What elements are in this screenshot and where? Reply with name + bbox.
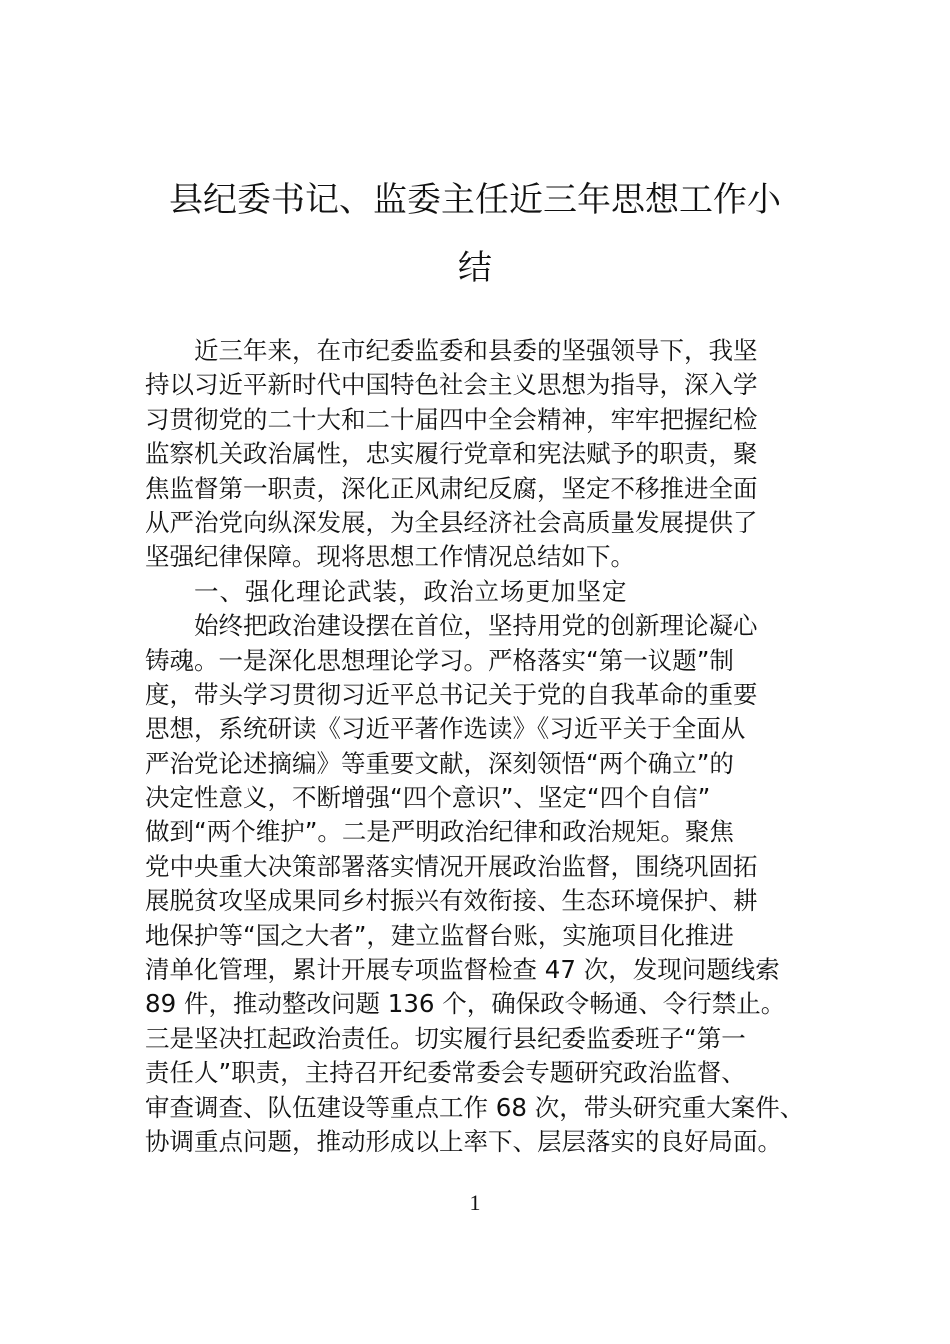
paragraph-section-1-line: 决定性意义，不断增强“四个意识”、坚定“四个自信” — [145, 783, 711, 813]
document-title — [145, 166, 805, 302]
paragraph-section-1-line: 铸魂。一是深化思想理论学习。严格落实“第一议题”制 — [145, 645, 734, 675]
paragraph-intro-line: 坚强纪律保障。现将思想工作情况总结如下。 — [145, 542, 635, 572]
paragraph-intro-line: 持以习近平新时代中国特色社会主义思想为指导，深入学 — [145, 370, 758, 400]
paragraph-intro-line: 近三年来，在市纪委监委和县委的坚强领导下，我坚 — [194, 336, 758, 365]
paragraph-intro-line: 监察机关政治属性，忠实履行党章和宪法赋予的职责，聚 — [145, 439, 758, 469]
title-line-1: 县纪委书记、监委主任近三年思想工作小 — [169, 180, 781, 220]
paragraph-intro-line: 从严治党向纵深发展，为全县经济社会高质量发展提供了 — [145, 507, 758, 537]
title-line-2: 结 — [458, 248, 492, 288]
paragraph-section-1-line: 责任人”职责，主持召开纪委常委会专题研究政治监督、 — [145, 1058, 746, 1088]
paragraph-section-1-line: 地保护等“国之大者”，建立监督台账，实施项目化推进 — [145, 920, 734, 950]
paragraph-section-1-line: 始终把政治建设摆在首位，坚持用党的创新理论凝心 — [194, 611, 758, 641]
paragraph-intro-line: 焦监督第一职责，深化正风肃纪反腐，坚定不移推进全面 — [145, 473, 758, 503]
paragraph-intro-line: 习贯彻党的二十大和二十届四中全会精神，牢牢把握纪检 — [145, 404, 758, 434]
paragraph-section-1-line: 度，带头学习贯彻习近平总书记关于党的自我革命的重要 — [145, 679, 758, 709]
paragraph-section-1-line: 展脱贫攻坚成果同乡村振兴有效衔接、生态环境保护、耕 — [145, 886, 758, 916]
paragraph-section-1-line: 严治党论述摘编》等重要文献，深刻领悟“两个确立”的 — [145, 748, 734, 778]
paragraph-section-1-line: 做到“两个维护”。二是严明政治纪律和政治规矩。聚焦 — [145, 817, 734, 847]
page-number: 1 — [469, 1190, 481, 1215]
paragraph-section-1-line: 思想，系统研读《习近平著作选读》《习近平关于全面从 — [145, 714, 746, 744]
document-body — [145, 334, 813, 1159]
paragraph-section-1-line: 清单化管理，累计开展专项监督检查 47 次，发现问题线索 — [145, 955, 780, 985]
paragraph-section-1-line: 三是坚决扛起政治责任。切实履行县纪委监委班子“第一 — [145, 1023, 746, 1053]
paragraph-section-1-line: 89 件，推动整改问题 136 个，确保政令畅通、令行禁止。 — [145, 989, 786, 1019]
paragraph-section-1-line: 协调重点问题，推动形成以上率下、层层落实的良好局面。 — [145, 1126, 782, 1156]
paragraph-section-1-line: 审查调查、队伍建设等重点工作 68 次，带头研究重大案件、 — [145, 1092, 805, 1122]
paragraph-section-1-line: 党中央重大决策部署落实情况开展政治监督，围绕巩固拓 — [145, 851, 758, 881]
section-heading: 一、强化理论武装，政治立场更加坚定 — [194, 576, 628, 606]
